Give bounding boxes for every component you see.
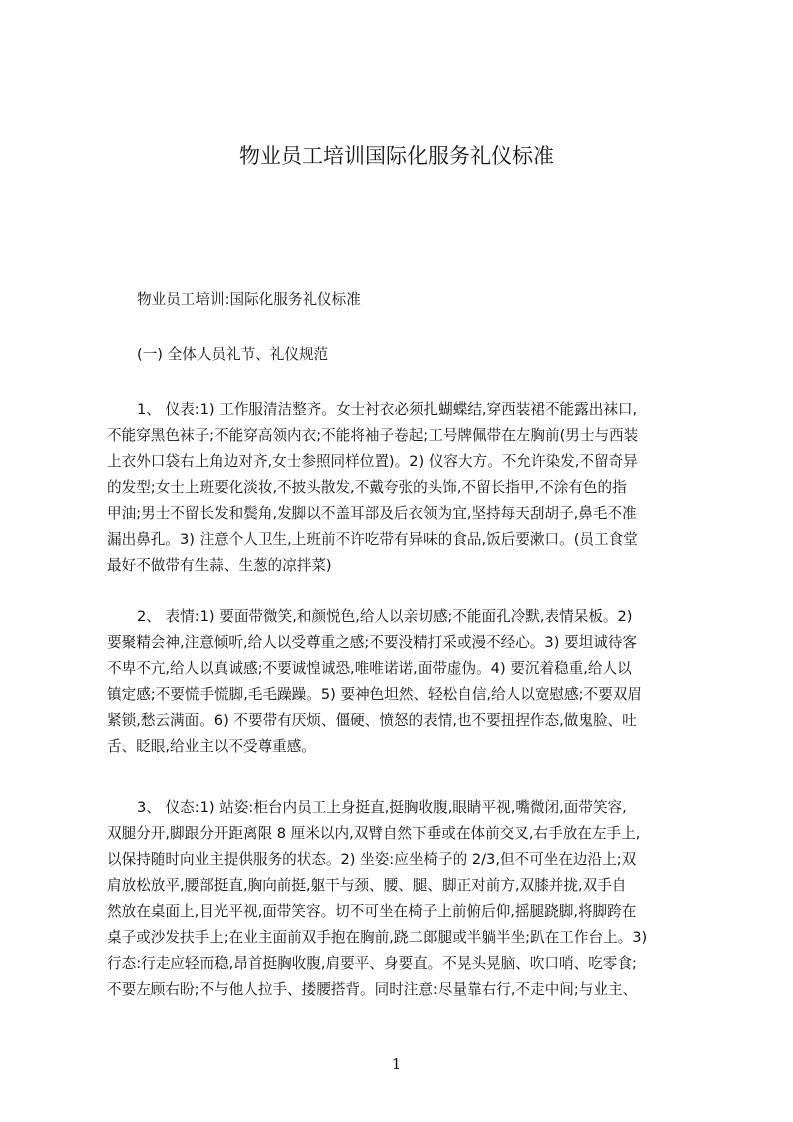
- paragraph-line: 双腿分开,脚跟分开距离限 8 厘米以内,双臂自然下垂或在体前交叉,右手放在左手上,: [107, 825, 641, 842]
- paragraph-line: 舌、眨眼,给业主以不受尊重感。: [107, 738, 316, 755]
- paragraph-line: 不要左顾右盼;不与他人拉手、搂腰搭背。同时注意:尽量靠右行,不走中间;与业主、: [107, 981, 638, 998]
- paragraph-line: 3、 仪态:1) 站姿:柜台内员工上身挺直,挺胸收腹,眼睛平视,嘴微闭,面带笑容,: [137, 799, 627, 816]
- paragraph-posture: [107, 795, 697, 1003]
- paragraph-expression: [107, 604, 697, 760]
- document-title: 物业员工培训国际化服务礼仪标准: [239, 144, 554, 168]
- paragraph-line: 最好不做带有生蒜、生葱的凉拌菜): [107, 557, 332, 574]
- paragraph-line: 要聚精会神,注意倾听,给人以受尊重之感;不要没精打采或漫不经心。3) 要坦诚待客: [107, 634, 638, 651]
- page-number: 1: [391, 1055, 402, 1073]
- paragraph-line: 1、 仪表:1) 工作服清洁整齐。女士衬衣必须扎蝴蝶结,穿西装裙不能露出袜口,: [137, 401, 638, 418]
- paragraph-line: 以保持随时向业主提供服务的状态。2) 坐姿:应坐椅子的 2/3,但不可坐在边沿上;双: [107, 851, 637, 868]
- paragraph-line: 然放在桌面上,目光平视,面带笑容。切不可坐在椅子上前俯后仰,摇腿跷脚,将脚跨在: [107, 903, 637, 920]
- paragraph-line: 上衣外口袋右上角边对齐,女士参照同样位置)。2) 仪容大方。不允许染发,不留奇异: [107, 453, 638, 470]
- paragraph-line: 紧锁,愁云满面。6) 不要带有厌烦、僵硬、愤怒的表情,也不要扭捏作态,做鬼脸、吐: [107, 712, 637, 729]
- paragraph-line: 2、 表情:1) 要面带微笑,和颜悦色,给人以亲切感;不能面孔冷默,表情呆板。2): [137, 608, 633, 625]
- paragraph-line: 镇定感;不要慌手慌脚,毛毛躁躁。5) 要神色坦然、轻松自信,给人以宽慰感;不要双眉: [107, 686, 642, 703]
- section-heading: (一) 全体人员礼节、礼仪规范: [137, 346, 329, 363]
- paragraph-line: 的发型;女士上班要化淡妆,不披头散发,不戴夸张的头饰,不留长指甲,不涂有色的指: [107, 479, 627, 496]
- paragraph-line: 行态:行走应轻而稳,昂首挺胸收腹,肩要平、身要直。不晃头晃脑、吹口哨、吃零食;: [107, 955, 637, 972]
- paragraph-line: 肩放松放平,腰部挺直,胸向前挺,躯干与颈、腰、腿、脚正对前方,双膝并拢,双手自: [107, 877, 627, 894]
- paragraph-line: 甲油;男士不留长发和鬓角,发脚以不盖耳部及后衣领为宜,坚持每天刮胡子,鼻毛不准: [107, 505, 637, 522]
- paragraph-line: 漏出鼻孔。3) 注意个人卫生,上班前不许吃带有异味的食品,饭后要漱口。(员工食堂: [107, 531, 638, 548]
- paragraph-line: 不能穿黑色袜子;不能穿高领内衣;不能将袖子卷起;工号牌佩带在左胸前(男士与西装: [107, 427, 639, 444]
- paragraph-line: 不卑不亢,给人以真诚感;不要诚惶诚恐,唯唯诺诺,面带虚伪。4) 要沉着稳重,给人以: [107, 660, 632, 677]
- document-subtitle: 物业员工培训:国际化服务礼仪标准: [137, 291, 361, 308]
- paragraph-appearance: [107, 397, 697, 579]
- paragraph-line: 桌子或沙发扶手上;在业主面前双手抱在胸前,跷二郎腿或半躺半坐;趴在工作台上。3): [107, 929, 648, 946]
